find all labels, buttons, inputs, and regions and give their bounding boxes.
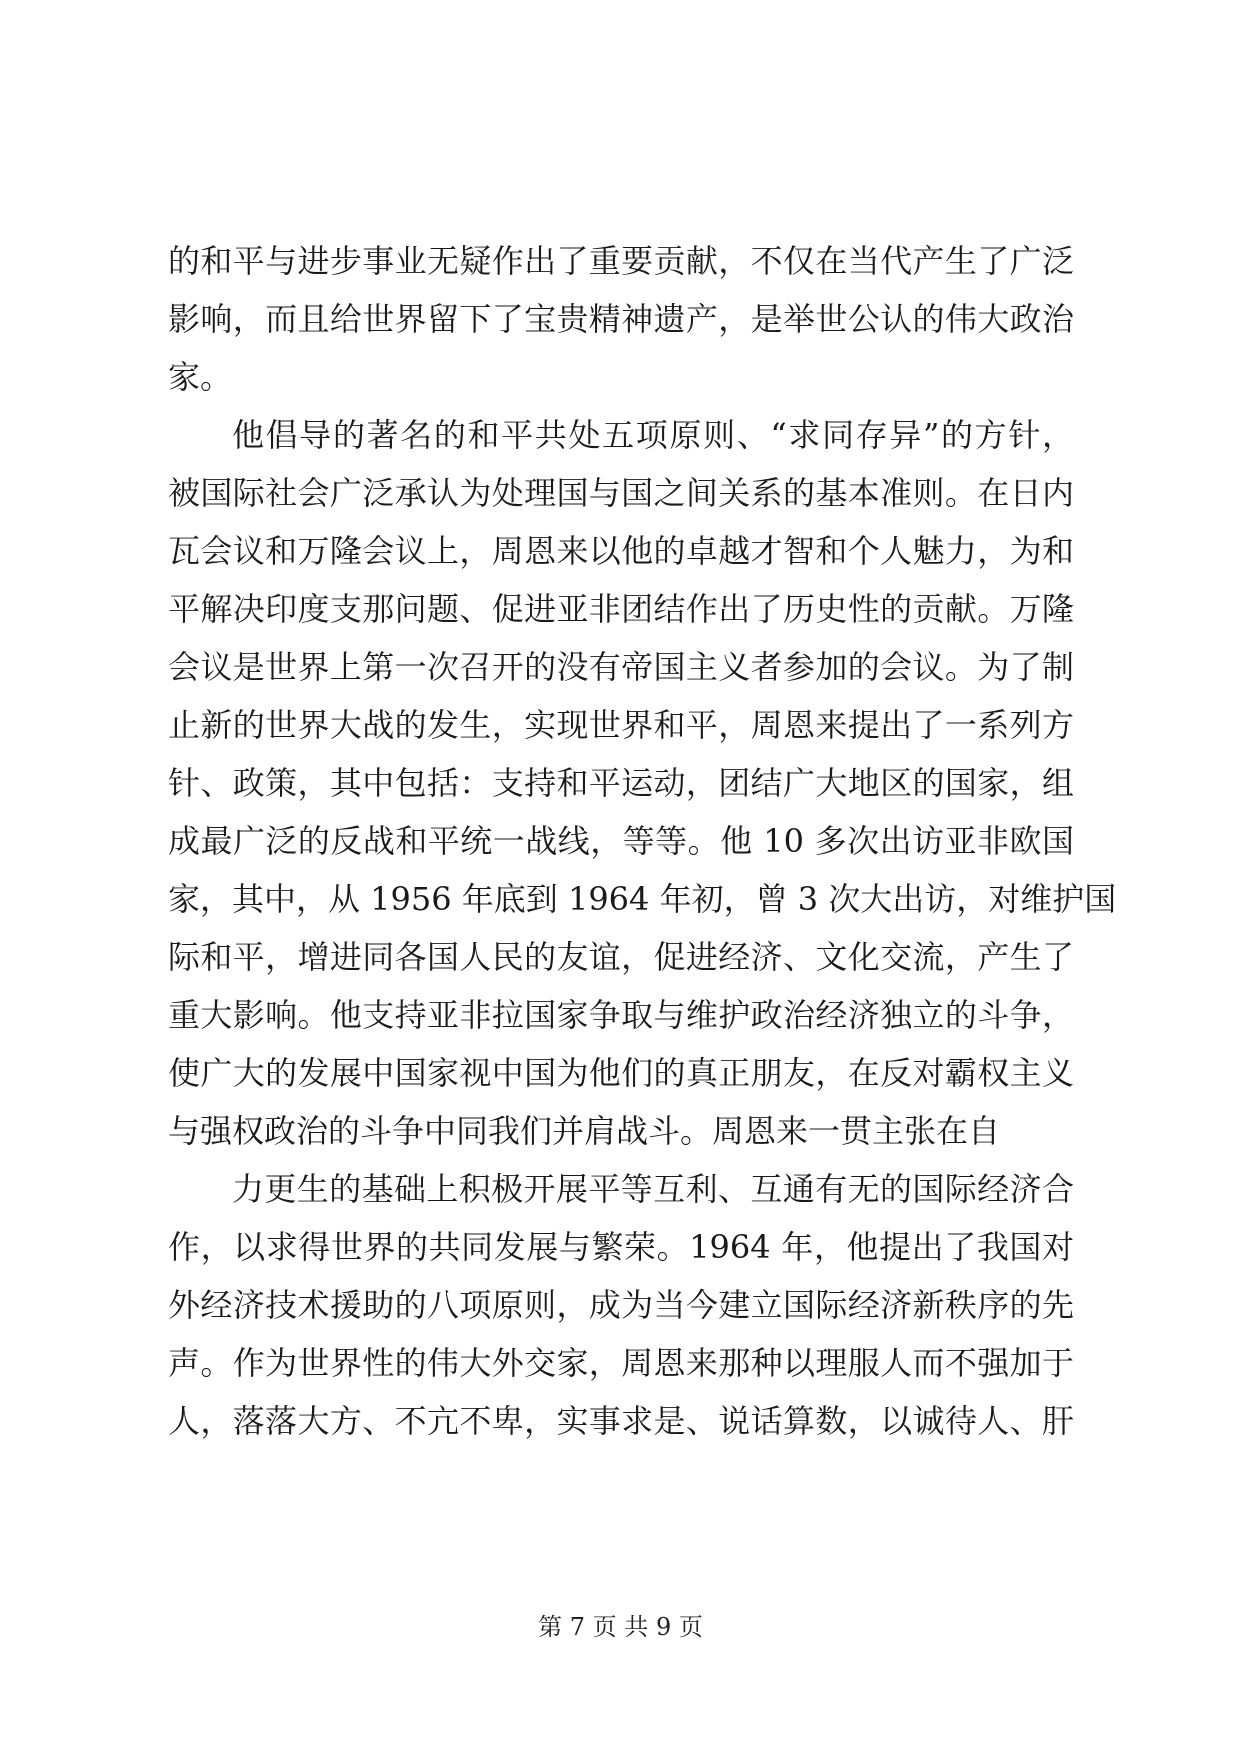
text-line: 家。 [168,358,233,396]
text-line: 人，落落大方、不亢不卑，实事求是、说话算数，以诚待人、肝 [168,1402,1074,1440]
text-line: 外经济技术援助的八项原则，成为当今建立国际经济新秩序的先 [168,1286,1074,1324]
text-line: 家，其中，从 1956 年底到 1964 年初，曾 3 次大出访，对维护国 [168,880,1117,918]
text-line: 际和平，增进同各国人民的友谊，促进经济、文化交流，产生了 [168,938,1074,976]
text-line: 重大影响。他支持亚非拉国家争取与维护政治经济独立的斗争， [168,996,1074,1034]
text-line: 与强权政治的斗争中同我们并肩战斗。周恩来一贯主张在自 [168,1112,1001,1150]
text-line: 止新的世界大战的发生，实现世界和平，周恩来提出了一系列方 [168,706,1074,744]
paragraph-first-line: 力更生的基础上积极开展平等互利、互通有无的国际经济合 [232,1170,1074,1208]
text-line: 作，以求得世界的共同发展与繁荣。1964 年，他提出了我国对 [168,1228,1074,1266]
text-line: 使广大的发展中国家视中国为他们的真正朋友，在反对霸权主义 [168,1054,1074,1092]
text-line: 会议是世界上第一次召开的没有帝国主义者参加的会议。为了制 [168,648,1074,686]
text-line: 瓦会议和万隆会议上，周恩来以他的卓越才智和个人魅力，为和 [168,532,1074,570]
text-line: 声。作为世界性的伟大外交家，周恩来那种以理服人而不强加于 [168,1344,1074,1382]
paragraph-first-line: 他倡导的著名的和平共处五项原则、“求同存异”的方针， [232,416,1074,454]
text-line: 被国际社会广泛承认为处理国与国之间关系的基本准则。在日内 [168,474,1074,512]
text-line: 影响，而且给世界留下了宝贵精神遗产，是举世公认的伟大政治 [168,300,1074,338]
text-line: 针、政策，其中包括：支持和平运动，团结广大地区的国家，组 [168,764,1074,802]
body-text [168,232,1117,1450]
text-line: 平解决印度支那问题、促进亚非团结作出了历史性的贡献。万隆 [168,590,1074,628]
text-line: 的和平与进步事业无疑作出了重要贡献，不仅在当代产生了广泛 [168,242,1074,280]
page-number-footer: 第 7 页 共 9 页 [538,1613,703,1641]
text-line: 成最广泛的反战和平统一战线，等等。他 10 多次出访亚非欧国 [168,822,1074,860]
